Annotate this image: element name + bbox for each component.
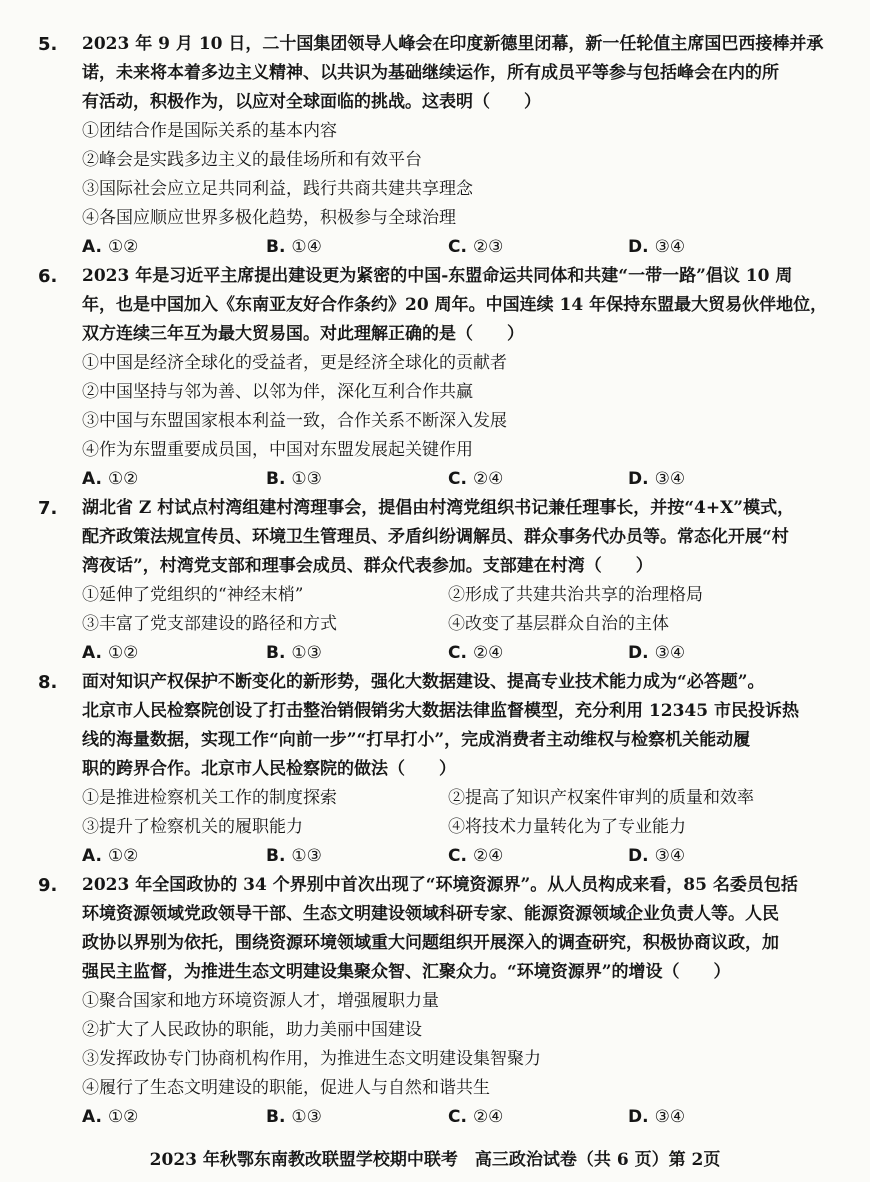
statement-option: ②中国坚持与邻为善、以邻为伴，深化互利合作共赢 xyxy=(82,382,473,402)
statement-option: ③提升了检察机关的履职能力 xyxy=(82,817,303,837)
statement-option: ③发挥政协专门协商机构作用，为推进生态文明建设集智聚力 xyxy=(82,1049,541,1069)
answer-choice-c: C. ②④ xyxy=(448,846,504,866)
question-stem-line: 湾夜话”，村湾党支部和理事会成员、群众代表参加。支部建在村湾（ ） xyxy=(82,556,653,576)
statement-option: ③中国与东盟国家根本利益一致，合作关系不断深入发展 xyxy=(82,411,507,431)
question-stem-line: 年，也是中国加入《东南亚友好合作条约》20 周年。中国连续 14 年保持东盟最大贸易伙伴地位， xyxy=(82,295,828,315)
answer-choice-d: D. ③④ xyxy=(628,846,686,866)
answer-choice-a: A. ①② xyxy=(82,469,139,489)
statement-option: ②扩大了人民政协的职能，助力美丽中国建设 xyxy=(82,1020,422,1040)
answer-choice-d: D. ③④ xyxy=(628,469,686,489)
answer-choice-c: C. ②④ xyxy=(448,643,504,663)
question-stem-line: 2023 年全国政协的 34 个界别中首次出现了“环境资源界”。从人员构成来看，85 名委员包括 xyxy=(82,875,798,895)
answer-choice-c: C. ②④ xyxy=(448,1107,504,1127)
answer-choice-c: C. ②③ xyxy=(448,237,504,257)
question-number: 6. xyxy=(38,266,58,287)
statement-option: ③丰富了党支部建设的路径和方式 xyxy=(82,614,337,634)
statement-option: ④各国应顺应世界多极化趋势，积极参与全球治理 xyxy=(82,208,456,228)
answer-choice-a: A. ①② xyxy=(82,237,139,257)
statement-option: ④改变了基层群众自治的主体 xyxy=(448,614,669,634)
question-stem-line: 强民主监督，为推进生态文明建设集聚众智、汇聚众力。“环境资源界”的增设（ ） xyxy=(82,962,731,982)
question-number: 5. xyxy=(38,34,58,55)
answer-choice-b: B. ①③ xyxy=(266,1107,322,1127)
answer-choice-b: B. ①④ xyxy=(266,237,322,257)
statement-option: ①聚合国家和地方环境资源人才，增强履职力量 xyxy=(82,991,439,1011)
question-stem-line: 2023 年是习近平主席提出建设更为紧密的中国-东盟命运共同体和共建“一带一路”倡议 10 周 xyxy=(82,266,793,286)
question-stem-line: 配齐政策法规宣传员、环境卫生管理员、矛盾纠纷调解员、群众事务代办员等。常态化开展“村 xyxy=(82,527,789,547)
question-stem-line: 线的海量数据，实现工作“向前一步”“打早打小”，完成消费者主动维权与检察机关能动履 xyxy=(82,730,751,750)
question-stem-line: 面对知识产权保护不断变化的新形势，强化大数据建设、提高专业技术能力成为“必答题”。 xyxy=(82,672,765,692)
question-stem-line: 诺，未来将本着多边主义精神、以共识为基础继续运作，所有成员平等参与包括峰会在内的所 xyxy=(82,63,779,83)
answer-choice-a: A. ①② xyxy=(82,1107,139,1127)
question-stem-line: 职的跨界合作。北京市人民检察院的做法（ ） xyxy=(82,759,456,779)
question-number: 9. xyxy=(38,875,58,896)
question-stem-line: 2023 年 9 月 10 日，二十国集团领导人峰会在印度新德里闭幕，新一任轮值主席国巴西接棒并承 xyxy=(82,34,824,54)
statement-option: ②提高了知识产权案件审判的质量和效率 xyxy=(448,788,754,808)
question-stem-line: 政协以界别为依托，围绕资源环境领域重大问题组织开展深入的调查研究，积极协商议政，加 xyxy=(82,933,779,953)
statement-option: ④将技术力量转化为了专业能力 xyxy=(448,817,686,837)
answer-choice-d: D. ③④ xyxy=(628,237,686,257)
statement-option: ④作为东盟重要成员国，中国对东盟发展起关键作用 xyxy=(82,440,473,460)
answer-choice-b: B. ①③ xyxy=(266,643,322,663)
page-footer: 2023 年秋鄂东南教改联盟学校期中联考 高三政治试卷（共 6 页）第 2页 xyxy=(149,1150,721,1170)
question-stem-line: 双方连续三年互为最大贸易国。对此理解正确的是（ ） xyxy=(82,324,524,344)
answer-choice-d: D. ③④ xyxy=(628,643,686,663)
statement-option: ④履行了生态文明建设的职能，促进人与自然和谐共生 xyxy=(82,1078,490,1098)
answer-choice-c: C. ②④ xyxy=(448,469,504,489)
answer-choice-d: D. ③④ xyxy=(628,1107,686,1127)
statement-option: ③国际社会应立足共同利益，践行共商共建共享理念 xyxy=(82,179,473,199)
question-stem-line: 湖北省 Z 村试点村湾组建村湾理事会，提倡由村湾党组织书记兼任理事长，并按“4+X”模式， xyxy=(82,498,795,518)
statement-option: ①延伸了党组织的“神经末梢” xyxy=(82,585,304,605)
statement-option: ①团结合作是国际关系的基本内容 xyxy=(82,121,337,141)
answer-choice-b: B. ①③ xyxy=(266,846,322,866)
question-stem-line: 北京市人民检察院创设了打击整治销假销劣大数据法律监督模型，充分利用 12345 市民投诉热 xyxy=(82,701,799,721)
answer-choice-a: A. ①② xyxy=(82,643,139,663)
statement-option: ①中国是经济全球化的受益者，更是经济全球化的贡献者 xyxy=(82,353,507,373)
statement-option: ①是推进检察机关工作的制度探索 xyxy=(82,788,337,808)
question-stem-line: 有活动，积极作为，以应对全球面临的挑战。这表明（ ） xyxy=(82,92,541,112)
statement-option: ②形成了共建共治共享的治理格局 xyxy=(448,585,703,605)
statement-option: ②峰会是实践多边主义的最佳场所和有效平台 xyxy=(82,150,422,170)
question-number: 8. xyxy=(38,672,58,693)
question-stem-line: 环境资源领域党政领导干部、生态文明建设领域科研专家、能源资源领域企业负责人等。人民 xyxy=(82,904,779,924)
answer-choice-b: B. ①③ xyxy=(266,469,322,489)
answer-choice-a: A. ①② xyxy=(82,846,139,866)
question-number: 7. xyxy=(38,498,58,519)
